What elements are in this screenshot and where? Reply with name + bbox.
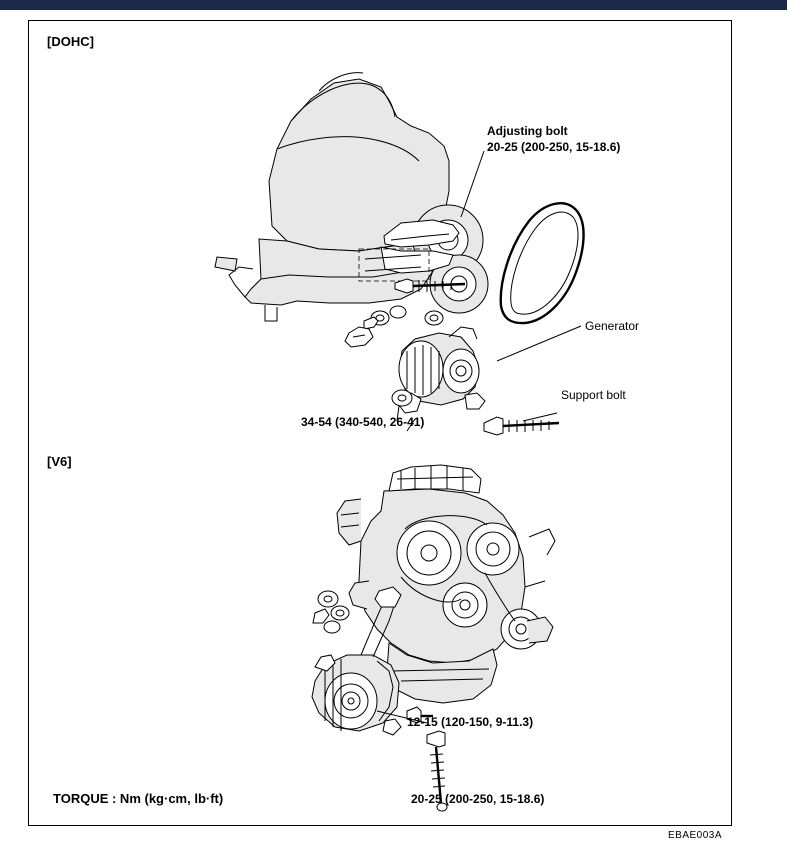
callout-v6-upper-torque: 12-15 (120-150, 9-11.3) bbox=[407, 715, 534, 729]
callout-generator-label: Generator bbox=[585, 319, 640, 333]
callout-through-bolt-torque: 34-54 (340-540, 26-41) bbox=[301, 415, 425, 429]
callout-v6-lower-torque: 20-25 (200-250, 15-18.6) bbox=[411, 792, 545, 806]
diagram-page-frame bbox=[28, 20, 732, 826]
section-title-v6: [V6] bbox=[47, 454, 72, 469]
torque-units-note: TORQUE : Nm (kg·cm, lb·ft) bbox=[53, 791, 224, 806]
figure-code: EBAE003A bbox=[668, 830, 723, 841]
callout-adjusting-bolt-torque: 20-25 (200-250, 15-18.6) bbox=[487, 140, 621, 154]
section-title-dohc: [DOHC] bbox=[47, 34, 94, 49]
window-title-bar bbox=[0, 0, 787, 10]
callout-adjusting-bolt-label: Adjusting bolt bbox=[487, 124, 568, 138]
callout-support-bolt-label: Support bolt bbox=[561, 388, 626, 402]
v6-engine-assembly bbox=[312, 465, 555, 811]
